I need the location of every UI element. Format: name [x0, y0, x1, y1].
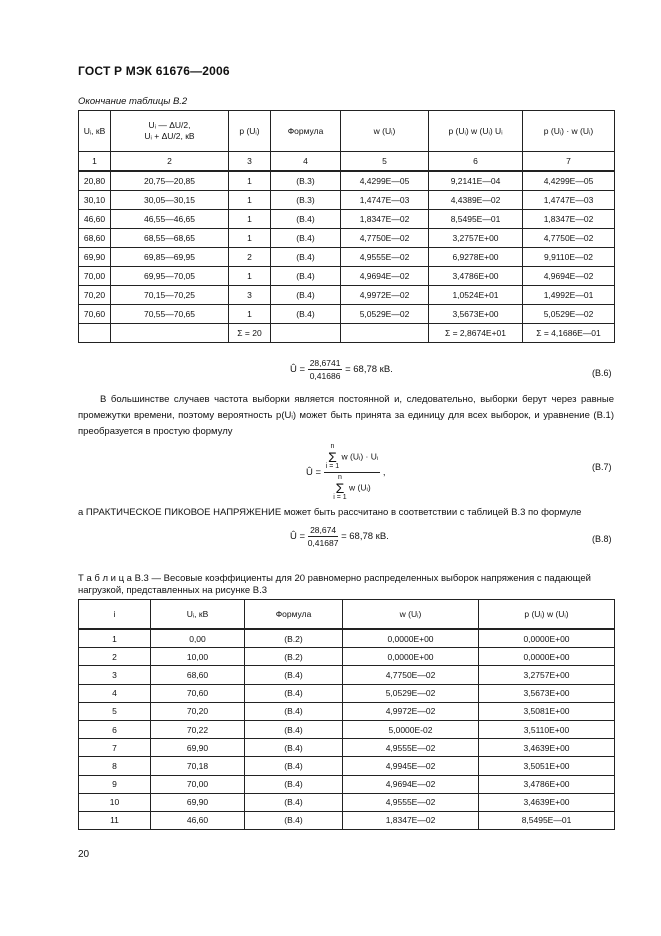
eq-lhs: Û = — [290, 364, 306, 376]
table-row — [79, 775, 615, 793]
cell: 69,90 — [151, 793, 245, 811]
cell: 3,2757Е+00 — [429, 229, 523, 248]
cell — [79, 324, 111, 343]
table-b2 — [78, 110, 615, 343]
eq-fraction — [308, 525, 339, 548]
cell: (В.4) — [271, 210, 341, 229]
cell: 69,90 — [151, 739, 245, 757]
table-row — [79, 793, 615, 811]
table-row — [79, 684, 615, 702]
cell: 1 — [229, 191, 271, 210]
header-cell: Uᵢ, кВ — [151, 600, 245, 630]
table-row — [79, 648, 615, 666]
cell: 4,4299Е—05 — [341, 171, 429, 191]
cell: 4,9694Е—02 — [343, 775, 479, 793]
cell: 4,9972Е—02 — [341, 286, 429, 305]
cell: 70,20 — [79, 286, 111, 305]
cell: 1 — [229, 305, 271, 324]
eq-denominator-term: w (Uᵢ) — [349, 482, 371, 493]
cell: 7 — [79, 739, 151, 757]
header-cell: w (Uᵢ) — [341, 111, 429, 152]
cell: 0,0000Е+00 — [343, 629, 479, 648]
eq-lhs: Û = — [290, 531, 306, 543]
column-number: 2 — [111, 152, 229, 172]
column-number-row — [79, 152, 615, 172]
cell: (В.4) — [245, 775, 343, 793]
cell — [111, 324, 229, 343]
cell: 1 — [229, 229, 271, 248]
cell: 3,5051Е+00 — [479, 757, 615, 775]
table2-caption: Т а б л и ц а В.3 — Весовые коэффициенты для 20 равномерно распределенных выборок напряжения с падающей нагрузкой, представленных на рисунке В.3 — [78, 573, 591, 596]
paragraph: В большинстве случаев частота выборки является постоянной и, следовательно, выборки берут через равные промежутки времени, поэтому вероятность p(Uᵢ) может быть принята за единицу для всех выборок, и уравнение (В.1) преобразуется в простую формулу — [78, 394, 614, 437]
table-row — [79, 666, 615, 684]
cell: 3,5110Е+00 — [479, 720, 615, 738]
eq-denominator: 0,41687 — [307, 538, 339, 548]
cell: 69,90 — [79, 248, 111, 267]
eq-fraction — [324, 443, 380, 502]
cell: 70,00 — [79, 267, 111, 286]
cell: 69,85—69,95 — [111, 248, 229, 267]
cell: (В.4) — [245, 666, 343, 684]
cell: (В.2) — [245, 629, 343, 648]
cell: (В.4) — [245, 811, 343, 829]
eq-numerator: 28,674 — [308, 525, 339, 537]
eq-result: = 68,78 кВ. — [345, 364, 393, 376]
table-row — [79, 229, 615, 248]
cell: 2 — [79, 648, 151, 666]
cell: 3,4786Е+00 — [479, 775, 615, 793]
cell: 3 — [229, 286, 271, 305]
cell: (В.4) — [245, 793, 343, 811]
sum-weight: Σ = 4,1686Е—01 — [523, 324, 615, 343]
eq-numerator — [324, 443, 380, 473]
cell: 70,15—70,25 — [111, 286, 229, 305]
sum-symbol-icon: n Σ i = 1 — [325, 443, 340, 470]
cell: 10 — [79, 793, 151, 811]
cell: 8,5495Е—01 — [429, 210, 523, 229]
cell: 3 — [79, 666, 151, 684]
table-row — [79, 210, 615, 229]
cell: 4,9972Е—02 — [343, 702, 479, 720]
cell: (В.4) — [245, 684, 343, 702]
cell: 3,2757Е+00 — [479, 666, 615, 684]
cell: 1 — [79, 629, 151, 648]
eq-result: = 68,78 кВ. — [341, 531, 389, 543]
table-b3 — [78, 599, 615, 830]
cell: 70,18 — [151, 757, 245, 775]
equation-number: (В.7) — [592, 462, 612, 472]
cell: 1,4747Е—03 — [341, 191, 429, 210]
cell: 4,4299Е—05 — [523, 171, 615, 191]
cell: 20,75—20,85 — [111, 171, 229, 191]
cell: (В.4) — [245, 757, 343, 775]
cell — [341, 324, 429, 343]
sum-row — [79, 324, 615, 343]
cell: 1 — [229, 171, 271, 191]
cell: 6 — [79, 720, 151, 738]
cell: 30,05—30,15 — [111, 191, 229, 210]
cell: 1 — [229, 267, 271, 286]
table-row — [79, 811, 615, 829]
cell: 4,4389Е—02 — [429, 191, 523, 210]
cell: (В.4) — [245, 739, 343, 757]
cell: 68,60 — [79, 229, 111, 248]
table1-caption: Окончание таблицы В.2 — [78, 96, 188, 107]
equation-b6 — [290, 358, 393, 381]
table-row — [79, 739, 615, 757]
header-cell: w (Uᵢ) — [343, 600, 479, 630]
cell: 5,0529Е—02 — [523, 305, 615, 324]
cell: 4,9945Е—02 — [343, 757, 479, 775]
cell: 3,4639Е+00 — [479, 739, 615, 757]
cell: (В.3) — [271, 171, 341, 191]
cell: 4,7750Е—02 — [341, 229, 429, 248]
cell: (В.4) — [271, 229, 341, 248]
header-range-low: Uᵢ — ΔU/2, — [148, 120, 191, 130]
cell: 20,80 — [79, 171, 111, 191]
cell: (В.4) — [271, 286, 341, 305]
cell: 70,00 — [151, 775, 245, 793]
sum-upper: n — [337, 474, 342, 481]
cell: (В.4) — [271, 305, 341, 324]
cell: (В.4) — [271, 248, 341, 267]
cell — [271, 324, 341, 343]
cell: 0,0000Е+00 — [479, 629, 615, 648]
cell: 1 — [229, 210, 271, 229]
table-row — [79, 248, 615, 267]
table-header-row — [79, 111, 615, 152]
eq-denominator — [324, 473, 380, 502]
table-row — [79, 702, 615, 720]
header-cell: p (Uᵢ) — [229, 111, 271, 152]
cell: 70,60 — [79, 305, 111, 324]
table-header-row — [79, 600, 615, 630]
cell: 1,8347Е—02 — [341, 210, 429, 229]
header-cell: p (Uᵢ) · w (Uᵢ) — [523, 111, 615, 152]
cell: (В.4) — [271, 267, 341, 286]
header-cell: Uᵢ, кВ — [79, 111, 111, 152]
eq-lhs: Û = — [306, 467, 322, 479]
cell: 4,9694Е—02 — [523, 267, 615, 286]
cell: 3,5081Е+00 — [479, 702, 615, 720]
document-header: ГОСТ Р МЭК 61676—2006 — [78, 64, 230, 78]
cell: 4,9694Е—02 — [341, 267, 429, 286]
sum-upper: n — [330, 443, 335, 450]
cell: 4,9555Е—02 — [343, 739, 479, 757]
cell: 3,4639Е+00 — [479, 793, 615, 811]
cell: 8 — [79, 757, 151, 775]
equation-number: (В.8) — [592, 534, 612, 544]
eq-tail: , — [382, 467, 386, 479]
cell: 5,0529Е—02 — [343, 684, 479, 702]
table-row — [79, 757, 615, 775]
cell: 4,9555Е—02 — [341, 248, 429, 267]
page-number: 20 — [78, 849, 90, 860]
header-cell: p (Uᵢ) w (Uᵢ) Uᵢ — [429, 111, 523, 152]
cell: 46,60 — [79, 210, 111, 229]
sum-lower: i = 1 — [325, 463, 340, 470]
header-cell: p (Uᵢ) w (Uᵢ) — [479, 600, 615, 630]
cell: (В.3) — [271, 191, 341, 210]
eq-numerator-term: w (Uᵢ) · Uᵢ — [341, 451, 379, 462]
table-row — [79, 629, 615, 648]
table-row — [79, 171, 615, 191]
eq-denominator: 0,41686 — [309, 371, 341, 381]
equation-b7 — [306, 443, 385, 502]
cell: 5,0529Е—02 — [341, 305, 429, 324]
column-number: 6 — [429, 152, 523, 172]
cell: 1,8347Е—02 — [523, 210, 615, 229]
cell: 0,00 — [151, 629, 245, 648]
header-cell: i — [79, 600, 151, 630]
column-number: 5 — [341, 152, 429, 172]
cell: 9 — [79, 775, 151, 793]
cell: 0,0000Е+00 — [479, 648, 615, 666]
cell: 69,95—70,05 — [111, 267, 229, 286]
table-row — [79, 286, 615, 305]
cell: 2 — [229, 248, 271, 267]
table-row — [79, 191, 615, 210]
equation-b8 — [290, 525, 389, 548]
cell: 4,7750Е—02 — [343, 666, 479, 684]
cell: 46,60 — [151, 811, 245, 829]
cell: 70,22 — [151, 720, 245, 738]
cell: 8,5495Е—01 — [479, 811, 615, 829]
cell: (В.4) — [245, 720, 343, 738]
cell: 3,5673Е+00 — [429, 305, 523, 324]
header-cell — [111, 111, 229, 152]
cell: (В.2) — [245, 648, 343, 666]
cell: 4 — [79, 684, 151, 702]
header-cell: Формула — [245, 600, 343, 630]
cell: 5,0000Е-02 — [343, 720, 479, 738]
sum-count: Σ = 20 — [229, 324, 271, 343]
cell: 5 — [79, 702, 151, 720]
cell: 9,9110Е—02 — [523, 248, 615, 267]
cell: (В.4) — [245, 702, 343, 720]
equation-number: (В.6) — [592, 368, 612, 378]
cell: 1,4992Е—01 — [523, 286, 615, 305]
cell: 70,55—70,65 — [111, 305, 229, 324]
eq-fraction — [308, 358, 343, 381]
cell: 70,60 — [151, 684, 245, 702]
cell: 9,2141Е—04 — [429, 171, 523, 191]
cell: 70,20 — [151, 702, 245, 720]
cell: 1,8347Е—02 — [343, 811, 479, 829]
cell: 1,0524Е+01 — [429, 286, 523, 305]
cell: 46,55—46,65 — [111, 210, 229, 229]
cell: 11 — [79, 811, 151, 829]
cell: 3,4786Е+00 — [429, 267, 523, 286]
sum-lower: i = 1 — [333, 494, 347, 501]
cell: 68,55—68,65 — [111, 229, 229, 248]
eq-numerator: 28,6741 — [309, 358, 341, 368]
column-number: 7 — [523, 152, 615, 172]
paragraph: а ПРАКТИЧЕСКОЕ ПИКОВОЕ НАПРЯЖЕНИЕ может быть рассчитано в соответствии с таблицей В.3 по формуле — [78, 507, 582, 518]
cell: 6,9278Е+00 — [429, 248, 523, 267]
column-number: 3 — [229, 152, 271, 172]
cell: 3,5673Е+00 — [479, 684, 615, 702]
cell: 4,7750Е—02 — [523, 229, 615, 248]
sum-product: Σ = 2,8674Е+01 — [429, 324, 523, 343]
header-cell: Формула — [271, 111, 341, 152]
table-row — [79, 267, 615, 286]
table-row — [79, 720, 615, 738]
column-number: 4 — [271, 152, 341, 172]
cell: 1,4747Е—03 — [523, 191, 615, 210]
cell: 10,00 — [151, 648, 245, 666]
cell: 4,9555Е—02 — [343, 793, 479, 811]
column-number: 1 — [79, 152, 111, 172]
header-range-high: Uᵢ + ΔU/2, кВ — [144, 131, 195, 141]
cell: 0,0000Е+00 — [343, 648, 479, 666]
sum-symbol-icon: n Σ i = 1 — [333, 474, 347, 501]
cell: 68,60 — [151, 666, 245, 684]
cell: 30,10 — [79, 191, 111, 210]
table-row — [79, 305, 615, 324]
